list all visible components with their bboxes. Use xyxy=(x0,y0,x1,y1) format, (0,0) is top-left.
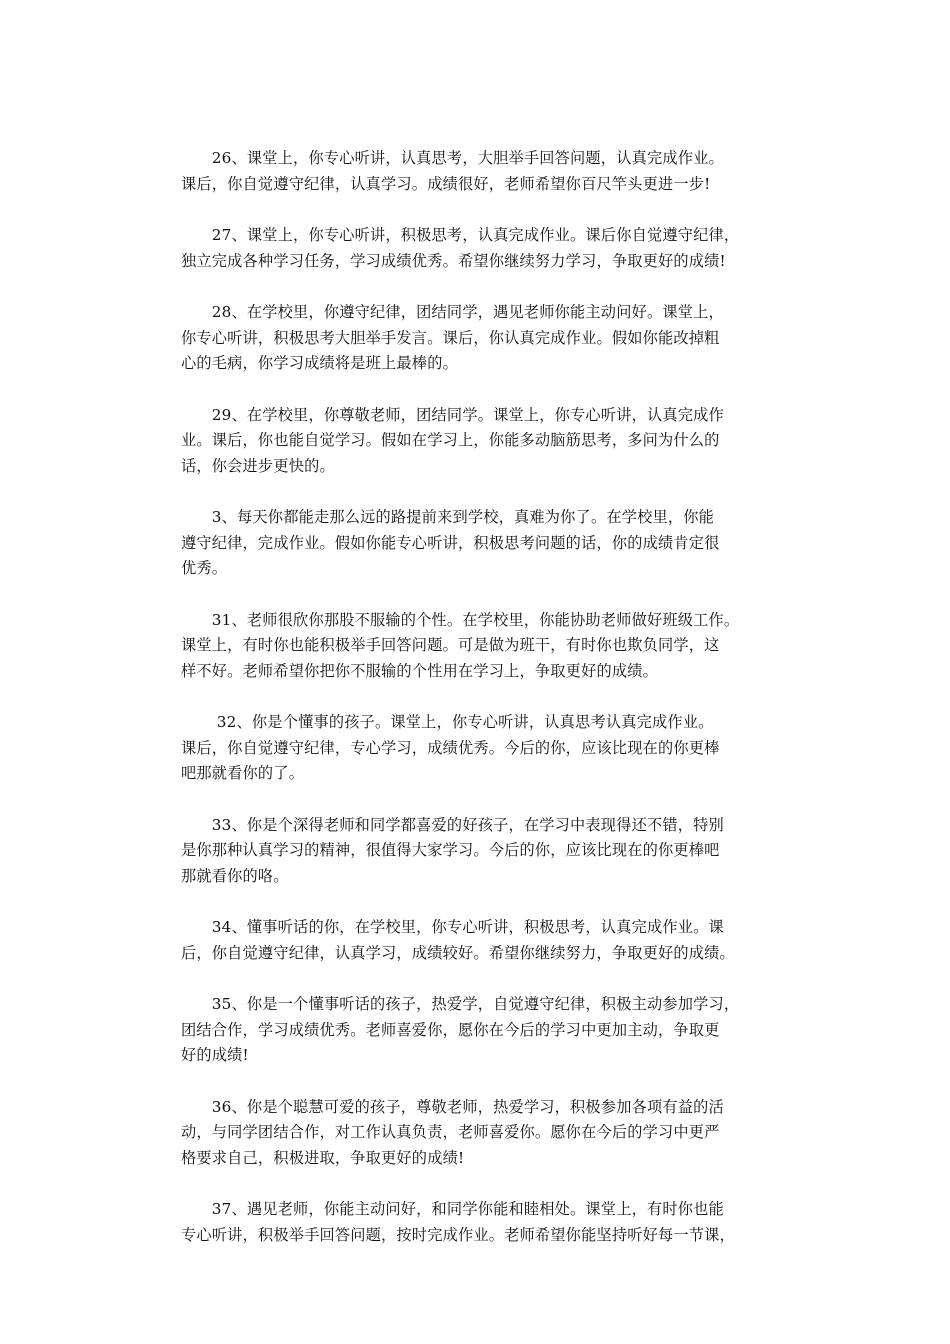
text-line: 29、在学校里，你尊敬老师，团结同学。课堂上，你专心听讲，认真完成作 xyxy=(181,405,724,424)
text-line: 课后，你自觉遵守纪律，认真学习。成绩很好，老师希望你百尺竿头更进一步! xyxy=(181,174,711,193)
paragraph xyxy=(181,710,781,787)
text-line: 34、懂事听话的你，在学校里，你专心听讲，积极思考，认真完成作业。课 xyxy=(181,918,724,936)
text-line: 是你那种认真学习的精神，很值得大家学习。今后的你，应该比现在的你更棒吧 xyxy=(181,841,720,859)
text-line: 28、在学校里，你遵守纪律，团结同学，遇见老师你能主动问好。课堂上， xyxy=(181,303,724,321)
text-line: 话，你会进步更快的。 xyxy=(181,456,335,475)
text-line: 33、你是个深得老师和同学都喜爱的好孩子，在学习中表现得还不错，特别 xyxy=(181,815,724,834)
paragraph xyxy=(181,915,781,966)
text-line: 专心听讲，积极举手回答问题，按时完成作业。老师希望你能坚持听好每一节课， xyxy=(181,1225,735,1244)
text-line: 27、课堂上，你专心听讲，积极思考，认真完成作业。课后你自觉遵守纪律， xyxy=(181,226,740,244)
document-body xyxy=(181,146,781,1274)
paragraph xyxy=(181,300,781,377)
paragraph xyxy=(181,146,781,197)
text-line: 格要求自己，积极进取，争取更好的成绩! xyxy=(181,1148,465,1167)
text-line: 课堂上，有时你也能积极举手回答问题。可是做为班干，有时你也欺负同学，这 xyxy=(181,636,720,654)
text-line: 你专心听讲，积极思考大胆举手发言。课后，你认真完成作业。假如你能改掉粗 xyxy=(181,328,720,347)
text-line: 业。课后，你也能自觉学习。假如在学习上，你能多动脑筋思考，多问为什么的 xyxy=(181,431,720,449)
paragraph xyxy=(181,1095,781,1172)
paragraph xyxy=(181,608,781,685)
paragraph xyxy=(181,1197,781,1248)
text-line: 团结合作，学习成绩优秀。老师喜爱你，愿你在今后的学习中更加主动，争取更 xyxy=(181,1020,720,1039)
text-line: 课后，你自觉遵守纪律，专心学习，成绩优秀。今后的你，应该比现在的你更棒 xyxy=(181,738,720,757)
paragraph xyxy=(181,505,781,582)
text-line: 26、课堂上，你专心听讲，认真思考，大胆举手回答问题，认真完成作业。 xyxy=(181,149,724,167)
paragraph xyxy=(181,992,781,1069)
paragraph xyxy=(181,403,781,480)
text-line: 后，你自觉遵守纪律，认真学习，成绩较好。希望你继续努力，争取更好的成绩。 xyxy=(181,943,735,962)
paragraph xyxy=(181,813,781,890)
text-line: 遵守纪律，完成作业。假如你能专心听讲，积极思考问题的话，你的成绩肯定很 xyxy=(181,533,720,552)
text-line: 那就看你的咯。 xyxy=(181,866,289,885)
text-line: 31、老师很欣你那股不服输的个性。在学校里，你能协助老师做好班级工作。 xyxy=(181,610,740,629)
text-line: 心的毛病，你学习成绩将是班上最棒的。 xyxy=(181,354,458,372)
text-line: 吧那就看你的了。 xyxy=(181,764,305,782)
text-line: 优秀。 xyxy=(181,559,228,577)
text-line: 36、你是个聪慧可爱的孩子，尊敬老师，热爱学习，积极参加各项有益的活 xyxy=(181,1097,724,1116)
text-line: 32、你是个懂事的孩子。课堂上，你专心听讲，认真思考认真完成作业。 xyxy=(181,713,714,731)
paragraph xyxy=(181,223,781,274)
text-line: 好的成绩! xyxy=(181,1046,249,1064)
text-line: 独立完成各种学习任务，学习成绩优秀。希望你继续努力学习，争取更好的成绩! xyxy=(181,251,726,270)
text-line: 35、你是一个懂事听话的孩子，热爱学，自觉遵守纪律，积极主动参加学习， xyxy=(181,995,740,1013)
text-line: 3、每天你都能走那么远的路提前来到学校，真难为你了。在学校里，你能 xyxy=(181,508,715,526)
text-line: 样不好。老师希望你把你不服输的个性用在学习上，争取更好的成绩。 xyxy=(181,661,659,680)
text-line: 37、遇见老师，你能主动问好，和同学你能和睦相处。课堂上，有时你也能 xyxy=(181,1200,724,1218)
text-line: 动，与同学团结合作，对工作认真负责，老师喜爱你。愿你在今后的学习中更严 xyxy=(181,1123,720,1141)
